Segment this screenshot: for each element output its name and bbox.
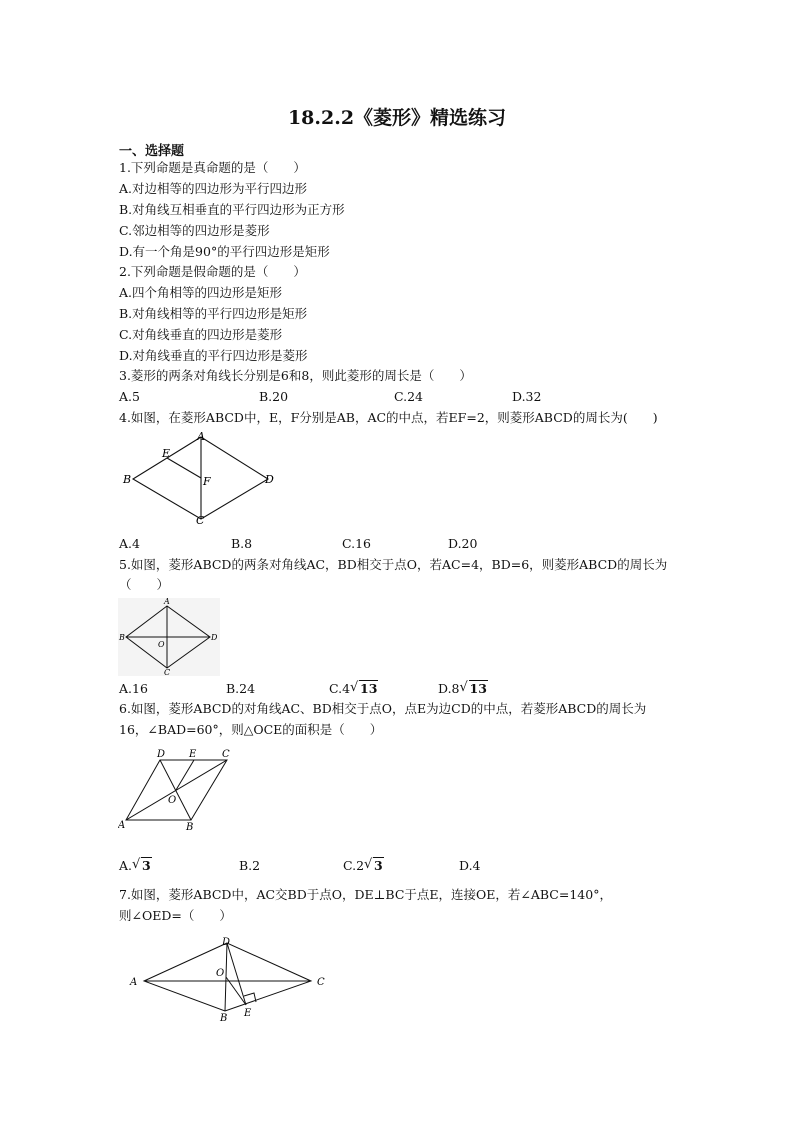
q6-label-c: C xyxy=(222,749,230,760)
q5-label-a: A xyxy=(164,598,170,606)
q7-rhombus-outline xyxy=(144,943,311,1011)
q4-stem: 4.如图，在菱形ABCD中，E，F分别是AB，AC的中点，若EF=2，则菱形ABCD的周长为( ) xyxy=(119,410,658,425)
q6-label-a: A xyxy=(118,820,126,831)
q5-option-a: A.16 xyxy=(119,681,148,696)
q5-option-c: C.4 √ 13 xyxy=(329,680,378,696)
q6-label-b: B xyxy=(186,822,194,833)
sqrt-symbol: √ 13 xyxy=(350,680,378,696)
q4-label-e: E xyxy=(162,447,171,460)
q6-rhombus-figure xyxy=(118,746,243,834)
q1-option-c: C.邻边相等的四边形是菱形 xyxy=(119,223,270,238)
q7-label-c: C xyxy=(317,977,325,988)
q6-label-d: D xyxy=(157,749,166,760)
q7-rhombus-figure xyxy=(124,932,334,1024)
q7-label-e: E xyxy=(244,1008,252,1019)
q4-label-c: C xyxy=(196,514,205,527)
q4-option-b: B.8 xyxy=(231,536,253,551)
q1-stem: 1.下列命题是真命题的是（ ） xyxy=(119,160,306,175)
q2-option-a: A.四个角相等的四边形是矩形 xyxy=(119,285,283,300)
q7-label-o: O xyxy=(216,968,225,979)
q3-option-d: D.32 xyxy=(512,389,542,404)
q1-option-b: B.对角线互相垂直的平行四边形为正方形 xyxy=(119,202,345,217)
q6-diagonal-bd xyxy=(160,760,191,820)
q3-option-a: A.5 xyxy=(119,389,140,404)
q4-option-c: C.16 xyxy=(342,536,371,551)
q5-rhombus-figure xyxy=(118,598,220,676)
sqrt-symbol: √ 13 xyxy=(459,680,487,696)
q2-option-d: D.对角线垂直的平行四边形是菱形 xyxy=(119,348,308,363)
q5-label-d: D xyxy=(211,633,218,642)
q6-stem-line1: 6.如图，菱形ABCD的对角线AC、BD相交于点O，点E为边CD的中点，若菱形ABCD的周长为 xyxy=(119,701,647,716)
q7-segment-de xyxy=(227,943,246,1005)
q7-stem-line1: 7.如图，菱形ABCD中，AC交BD于点O，DE⊥BC于点E，连接OE，若∠ABC=140°， xyxy=(119,887,612,902)
q4-option-a: A.4 xyxy=(119,536,140,551)
q7-stem-line2: 则∠OED=（ ） xyxy=(119,908,232,923)
q6-label-e: E xyxy=(189,749,197,760)
sqrt-symbol: √ 3 xyxy=(132,857,151,873)
q7-label-a: A xyxy=(130,977,138,988)
q6-option-c: C.2 √ 3 xyxy=(343,857,383,873)
sqrt-symbol: √ 3 xyxy=(364,857,383,873)
q7-label-b: B xyxy=(220,1013,228,1024)
q4-label-d: D xyxy=(265,473,274,486)
q3-stem: 3.菱形的两条对角线长分别是6和8，则此菱形的周长是（ ） xyxy=(119,368,472,383)
q4-label-a: A xyxy=(197,430,205,443)
q6-stem-line2: 16，∠BAD=60°，则△OCE的面积是（ ） xyxy=(119,722,383,737)
q7-label-d: D xyxy=(222,937,231,948)
q1-option-a: A.对边相等的四边形为平行四边形 xyxy=(119,181,308,196)
section-heading: 一、选择题 xyxy=(119,144,185,159)
q4-label-f: F xyxy=(203,475,211,488)
q6-option-b: B.2 xyxy=(239,858,261,873)
q1-option-d: D.有一个角是90°的平行四边形是矩形 xyxy=(119,244,330,259)
q4-option-d: D.20 xyxy=(448,536,478,551)
q6-label-o: O xyxy=(168,795,177,806)
q6-option-a: A. √ 3 xyxy=(119,857,151,873)
page-title: 18.2.2《菱形》精选练习 xyxy=(287,107,507,129)
q2-stem: 2.下列命题是假命题的是（ ） xyxy=(119,264,306,279)
q3-option-c: C.24 xyxy=(394,389,423,404)
q4-rhombus-figure xyxy=(118,428,288,528)
q4-segment-ef xyxy=(167,458,201,478)
q3-option-b: B.20 xyxy=(259,389,289,404)
q6-option-d: D.4 xyxy=(459,858,481,873)
q5-label-b: B xyxy=(119,633,125,642)
q2-option-b: B.对角线相等的平行四边形是矩形 xyxy=(119,306,308,321)
q5-label-o: O xyxy=(158,640,165,649)
q4-label-b: B xyxy=(123,473,132,486)
q5-stem-line1: 5.如图，菱形ABCD的两条对角线AC，BD相交于点O，若AC=4，BD=6，则菱形ABCD的周长为 xyxy=(119,557,668,572)
q5-option-d: D.8 √ 13 xyxy=(438,680,487,696)
q5-option-b: B.24 xyxy=(226,681,256,696)
q5-stem-line2: （ ） xyxy=(119,577,170,592)
q5-label-c: C xyxy=(164,668,171,676)
q2-option-c: C.对角线垂直的四边形是菱形 xyxy=(119,327,283,342)
